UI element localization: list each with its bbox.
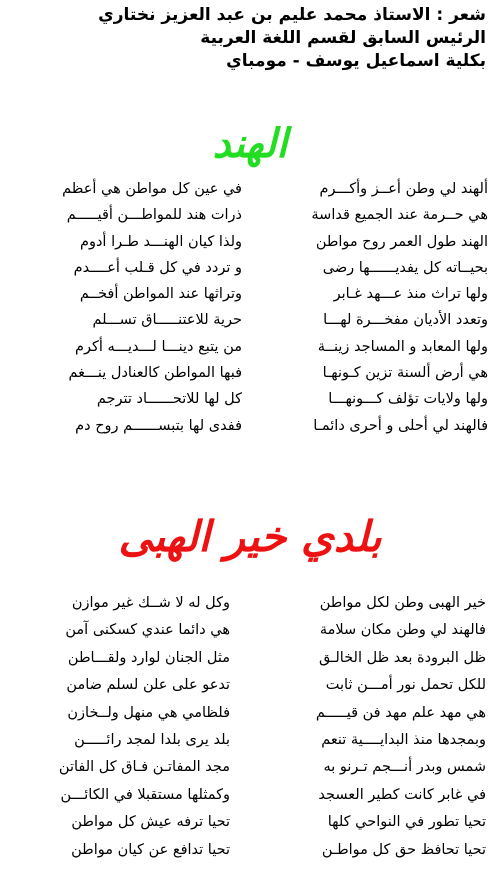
- verse-line: وتعدد الأديان مفخـــرة لهـــا: [323, 312, 488, 329]
- poem-author-header: [6, 4, 486, 73]
- header-line-poet: شعر : الاستاذ محمد عليم بن عبد العزيز نختاري: [98, 5, 486, 25]
- verse-line: تدعو على علن لسلم ضامن: [66, 677, 230, 694]
- verse-line: ظل البرودة بعد ظل الخالـق: [319, 649, 486, 666]
- verse-line: وتراثها عند المواطن أفخــم: [79, 286, 242, 303]
- poem-1-title: الهند: [212, 120, 288, 167]
- verse-line: مجد المفاتـن فـاق كل الفاتن: [58, 759, 230, 776]
- verse-line: هي دائما عندي كسكنى آمن: [65, 622, 230, 639]
- verse-line: بلد يرى بلدا لمجد رائـــــن: [74, 731, 230, 748]
- verse-line: و تردد في كل قـلب أعــــدم: [73, 259, 242, 276]
- verse-line: الهند طول العمر روح مواطن: [315, 233, 488, 250]
- poem-2-title: بلدي خير الهبى: [118, 512, 382, 561]
- verse-line: تحيا تدافع عن كيان مواطن: [71, 841, 230, 858]
- verse-line: هي حــرمة عند الجميع قداسة: [311, 207, 488, 224]
- header-line-position: الرئيس السابق لقسم اللغة العربية: [200, 28, 486, 48]
- verse-line: ولها المعابد و المساجد زينــة: [317, 338, 488, 355]
- verse-line: ألهند لي وطن أعــز وأكـــرم: [319, 181, 488, 197]
- verse-line: ولذا كيان الهنـــد طـرا أدوم: [80, 233, 242, 250]
- verse-line: خير الهبى وطن لكل مواطن: [319, 595, 486, 611]
- poem-2-left-column: [2, 590, 230, 864]
- verse-line: ففدى لها بتبســــــم روح دم: [75, 417, 242, 434]
- verse-line: تحيا تحافظ حق كل مواطـن: [321, 841, 486, 858]
- verse-line: هي مهد علم مهد فن قيـــــم: [315, 704, 486, 721]
- verse-line: وكمثلها مستقبلا في الكائـــن: [60, 786, 230, 803]
- verse-line: تحيا تطور في النواحي كلها: [327, 814, 486, 831]
- verse-line: تحيا ترفه عيش كل مواطن: [71, 814, 230, 831]
- poem-1-right-column: [252, 176, 488, 439]
- header-line-college: بكلية اسماعيل يوسف - مومباي: [226, 51, 486, 71]
- verse-line: فبها المواطن كالعنادل ينـــغم: [68, 365, 242, 382]
- verse-line: فالهند لي أحلى و أحرى دائمـا: [313, 417, 488, 434]
- verse-line: مثل الجنان لوارد ولقـــاطن: [67, 649, 230, 666]
- verse-line: من يتبع دينـــا لـــديـــه أكرم: [74, 338, 242, 355]
- verse-line: وكل له لا شــك غير موازن: [71, 595, 230, 611]
- verse-line: ذرات هند للمواطـــن أقيـــــم: [66, 207, 242, 224]
- verse-line: في عين كل مواطن هي أعظم: [62, 181, 242, 197]
- poem-2-right-column: [252, 590, 486, 864]
- verse-line: فلظامي هي منهل ولــخازن: [67, 704, 230, 721]
- verse-line: للكل تحمل نور أمـــن ثابت: [325, 677, 486, 694]
- verse-line: وبمجدها منذ البدايــــية تنعم: [321, 731, 486, 748]
- verse-line: هي أرض ألسنة تزين كـونهـا: [322, 365, 488, 382]
- verse-line: فالهند لي وطن مكان سلامة: [319, 622, 486, 639]
- verse-line: كل لها للاتحــــــاد تترجم: [96, 391, 242, 408]
- verse-line: ولها ولايات تؤلف كـــونهـــا: [328, 391, 488, 408]
- verse-line: ولها تراث منذ عـــهد غـابر: [333, 286, 488, 303]
- verse-line: في غابر كانت كطير العسجد: [318, 786, 486, 803]
- verse-line: حرية للاعتنـــــاق تســـلم: [92, 312, 242, 329]
- poem-1-left-column: [4, 176, 242, 439]
- verse-line: شمس وبدر أنـــجم تـرنو به: [323, 759, 486, 776]
- verse-line: بحيــاته كل يفديــــــها رضى: [322, 259, 488, 276]
